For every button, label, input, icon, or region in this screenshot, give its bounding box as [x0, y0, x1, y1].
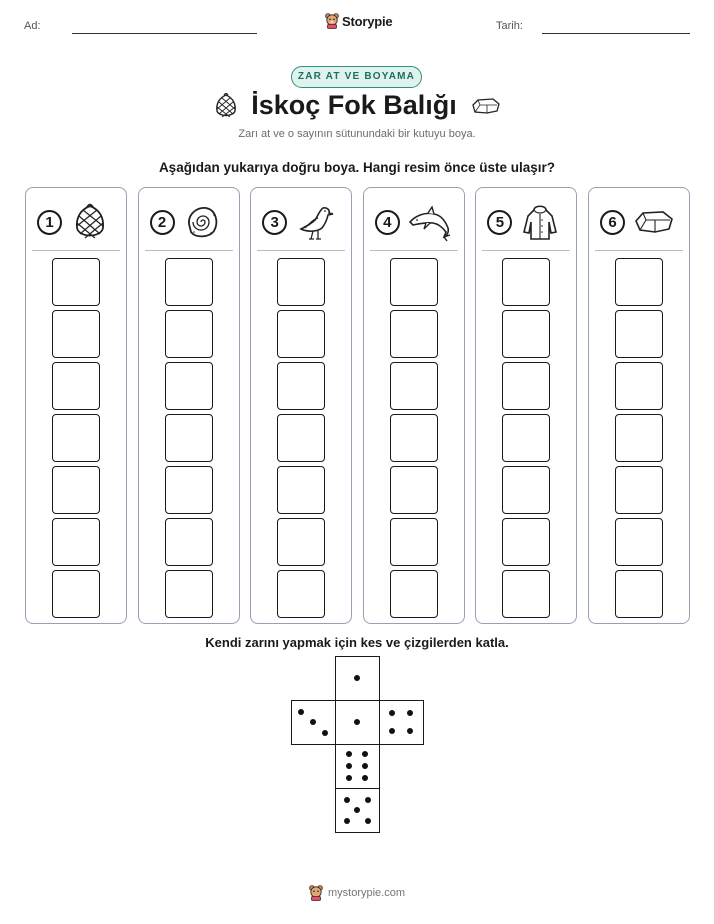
column-number: 6: [600, 210, 625, 235]
coloring-box[interactable]: [277, 570, 325, 618]
coloring-box[interactable]: [52, 570, 100, 618]
coloring-box[interactable]: [502, 518, 550, 566]
coloring-box[interactable]: [52, 466, 100, 514]
coloring-box[interactable]: [502, 414, 550, 462]
coloring-box[interactable]: [52, 414, 100, 462]
box-stack: [615, 258, 663, 622]
dice-pip: [346, 763, 352, 769]
name-line[interactable]: [72, 33, 257, 34]
title-row: [0, 90, 714, 121]
column-header: [487, 202, 560, 242]
column-4: [363, 187, 465, 624]
dice-pip: [354, 807, 360, 813]
coloring-box[interactable]: [615, 310, 663, 358]
coloring-box[interactable]: [277, 310, 325, 358]
column-divider: [482, 250, 570, 251]
dice-pip: [362, 751, 368, 757]
dice-face-5: [335, 788, 380, 833]
column-divider: [595, 250, 683, 251]
coloring-box[interactable]: [277, 466, 325, 514]
coloring-box[interactable]: [390, 310, 438, 358]
coloring-box[interactable]: [615, 414, 663, 462]
coloring-box[interactable]: [277, 414, 325, 462]
dice-pip: [346, 751, 352, 757]
coloring-box[interactable]: [52, 518, 100, 566]
dice-pip: [407, 710, 413, 716]
box-stack: [165, 258, 213, 622]
dice-pip: [298, 709, 304, 715]
column-1: [25, 187, 127, 624]
coloring-box[interactable]: [390, 466, 438, 514]
instruction: Aşağıdan yukarıya doğru boya. Hangi resim önce üste ulaşır?: [158, 160, 556, 175]
snail-shell-icon: [183, 202, 223, 242]
name-label: Ad:: [24, 20, 41, 32]
coloring-box[interactable]: [52, 310, 100, 358]
dice-caption: Kendi zarını yapmak için kes ve çizgilerden katla.: [205, 635, 509, 650]
coloring-box[interactable]: [277, 362, 325, 410]
column-header: [262, 202, 335, 242]
lobster-trap-icon: [213, 92, 239, 120]
date-line[interactable]: [542, 33, 690, 34]
subtitle: Zarı at ve o sayının sütunundaki bir kutuyu boya.: [238, 128, 476, 140]
column-2: [138, 187, 240, 624]
coloring-box[interactable]: [165, 258, 213, 306]
coloring-box[interactable]: [502, 258, 550, 306]
seagull-icon: [295, 202, 335, 242]
rock-icon: [633, 202, 675, 242]
activity-badge: ZAR AT VE BOYAMA: [291, 66, 422, 88]
coloring-box[interactable]: [165, 518, 213, 566]
coloring-box[interactable]: [390, 414, 438, 462]
dice-pip: [344, 818, 350, 824]
dice-pip: [389, 710, 395, 716]
dice-pip: [354, 675, 360, 681]
column-number: 5: [487, 210, 512, 235]
column-number: 4: [375, 210, 400, 235]
coloring-box[interactable]: [52, 258, 100, 306]
coloring-box[interactable]: [277, 518, 325, 566]
coloring-box[interactable]: [502, 362, 550, 410]
bear-logo-icon: [309, 885, 323, 901]
dice-pip: [365, 818, 371, 824]
coloring-box[interactable]: [615, 466, 663, 514]
box-stack: [52, 258, 100, 622]
dice-pip: [362, 775, 368, 781]
coloring-box[interactable]: [390, 570, 438, 618]
coloring-box[interactable]: [502, 570, 550, 618]
column-header: [375, 202, 452, 242]
column-number: 2: [150, 210, 175, 235]
lobster-trap-icon: [70, 202, 110, 242]
column-divider: [32, 250, 120, 251]
column-number: 1: [37, 210, 62, 235]
dice-face-1: [335, 656, 380, 701]
columns-grid: [25, 187, 690, 624]
column-header: [150, 202, 223, 242]
rock-icon: [469, 96, 501, 116]
raincoat-icon: [520, 202, 560, 242]
dice-pip: [344, 797, 350, 803]
page-title: İskoç Fok Balığı: [251, 90, 457, 120]
coloring-box[interactable]: [390, 362, 438, 410]
column-divider: [257, 250, 345, 251]
coloring-box[interactable]: [165, 362, 213, 410]
footer: [0, 885, 714, 901]
box-stack: [390, 258, 438, 622]
coloring-box[interactable]: [615, 362, 663, 410]
dice-pip: [365, 797, 371, 803]
coloring-box[interactable]: [52, 362, 100, 410]
coloring-box[interactable]: [615, 570, 663, 618]
dice-pip: [346, 775, 352, 781]
box-stack: [277, 258, 325, 622]
dice-pip: [310, 719, 316, 725]
column-6: [588, 187, 690, 624]
column-header: [600, 202, 675, 242]
footer-url: mystorypie.com: [327, 887, 406, 899]
dice-face-4: [379, 700, 424, 745]
column-divider: [145, 250, 233, 251]
coloring-box[interactable]: [277, 258, 325, 306]
dice-pip: [322, 730, 328, 736]
brand-name: Storypie: [342, 13, 393, 29]
date-label: Tarih:: [496, 20, 523, 32]
column-number: 3: [262, 210, 287, 235]
coloring-box[interactable]: [165, 466, 213, 514]
coloring-box[interactable]: [390, 258, 438, 306]
dice-pip: [389, 728, 395, 734]
brand-logo: [325, 13, 392, 29]
dice-face-1: [335, 700, 380, 745]
dice-pip: [362, 763, 368, 769]
coloring-box[interactable]: [165, 414, 213, 462]
coloring-box[interactable]: [615, 518, 663, 566]
dolphin-icon: [408, 202, 452, 242]
coloring-box[interactable]: [165, 570, 213, 618]
dice-pip: [407, 728, 413, 734]
bear-logo-icon: [325, 13, 339, 29]
column-5: [475, 187, 577, 624]
coloring-box[interactable]: [615, 258, 663, 306]
coloring-box[interactable]: [502, 310, 550, 358]
dice-face-6: [335, 744, 380, 789]
column-divider: [370, 250, 458, 251]
dice-face-3: [291, 700, 336, 745]
box-stack: [502, 258, 550, 622]
column-3: [250, 187, 352, 624]
coloring-box[interactable]: [502, 466, 550, 514]
coloring-box[interactable]: [165, 310, 213, 358]
coloring-box[interactable]: [390, 518, 438, 566]
dice-pip: [354, 719, 360, 725]
column-header: [37, 202, 110, 242]
